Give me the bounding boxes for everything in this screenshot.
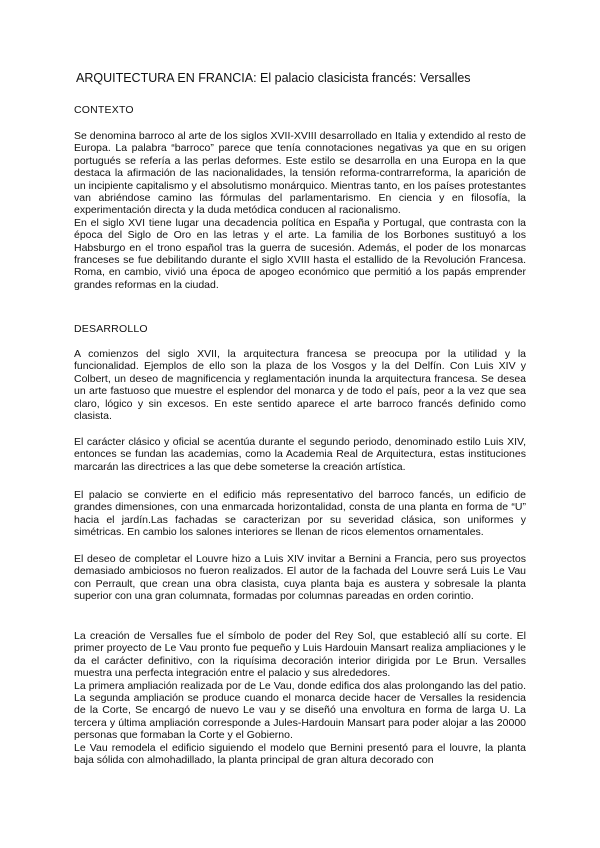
- paragraph: A comienzos del siglo XVII, la arquitectura francesa se preocupa por la utilidad y la funcionalidad. Ejemplos de ello son la plaza de los Vosgos y la del Delfín. Con Luis XIV y Colbert, un deseo de magnificencia y reglamentación inunda la arquitectura francesa. Se desea un arte fastuoso que muestre el esplendor del monarca y de todo el país, peor a la vez que sea claro, lógico y sin excesos. En este sentido aparece el arte barroco francés definido como clasista.: [74, 348, 526, 423]
- document-title: ARQUITECTURA EN FRANCIA: El palacio clasicista francés: Versalles: [76, 71, 471, 85]
- desarrollo-block-4: [74, 553, 526, 603]
- section-heading-desarrollo: DESARROLLO: [74, 323, 148, 335]
- paragraph: Le Vau remodela el edificio siguiendo el modelo que Bernini presentó para el louvre, la planta baja sólida con almohadillado, la planta principal de gran altura decorado con: [74, 741, 526, 767]
- paragraph: La primera ampliación realizada por de Le Vau, donde edifica dos alas prolongando las del patio. La segunda ampliación se produce cuando el monarca decide hacer de Versalles la residencia de la Corte, Se encargó de nuevo Le vau y se diseñó una envoltura en forma de larga U. La tercera y última ampliación corresponde a Jules-Hardouin Mansart para poder alojar a las 20000 personas que formaban la Corte y el Gobierno.: [74, 679, 526, 742]
- contexto-body: [74, 130, 526, 291]
- desarrollo-block-1: [74, 348, 526, 422]
- section-heading-contexto: CONTEXTO: [74, 104, 134, 116]
- paragraph: El palacio se convierte en el edificio más representativo del barroco fancés, un edificio de grandes dimensiones, con una enmarcada horizontalidad, consta de una planta en forma de “U” hacia el jardín.Las fachadas se caracterizan por su severidad clásica, son uniformes y simétricas. En cambio los salones interiores se llenan de ricos elementos ornamentales.: [74, 489, 526, 539]
- paragraph: En el siglo XVI tiene lugar una decadencia política en España y Portugal, que contrasta con la época del Siglo de Oro en las letras y el arte. La familia de los Borbones sustituyó a los Habsburgo en el trono español tras la guerra de sucesión. Además, el poder de los monarcas franceses se fue debilitando durante el siglo XVIII hasta el estallido de la Revolución Francesa. Roma, en cambio, vivió una época de apogeo económico que permitió a los papás emprender grandes reformas en la ciudad.: [74, 216, 526, 291]
- desarrollo-block-2: [74, 436, 526, 473]
- paragraph: El carácter clásico y oficial se acentúa durante el segundo periodo, denominado estilo Luis XIV, entonces se fundan las academias, como la Academia Real de Arquitectura, estas instituciones marcarán las directrices a las que debe someterse la creación artística.: [74, 436, 526, 473]
- desarrollo-block-5: [74, 630, 526, 766]
- paragraph: Se denomina barroco al arte de los siglos XVII-XVIII desarrollado en Italia y extendido al resto de Europa. La palabra “barroco” parece que tenía connotaciones negativas ya que en su origen portugués se refería a las perlas deformes. Este estilo se desarrolla en una Europa en la que destaca la afirmación de las nacionalidades, la tensión reforma-contrarreforma, la aparición de un incipiente capitalismo y el absolutismo monárquico. Mientras tanto, en los países protestantes van abriéndose camino las fórmulas del parlamentarismo. En ciencia y en filosofía, la experimentación directa y la duda metódica conducen al racionalismo.: [74, 130, 526, 217]
- paragraph: La creación de Versalles fue el símbolo de poder del Rey Sol, que estableció allí su corte. El primer proyecto de Le Vau pronto fue pequeño y Luis Hardouin Mansart realiza ampliaciones y le da el carácter definitivo, con la riquísima decoración interior dirigida por Le Brun. Versalles muestra una perfecta integración entre el palacio y sus alrededores.: [74, 630, 526, 680]
- desarrollo-block-3: [74, 489, 526, 539]
- paragraph: El deseo de completar el Louvre hizo a Luis XIV invitar a Bernini a Francia, pero sus proyectos demasiado ambiciosos no fueron realizados. El autor de la fachada del Louvre será Luis Le Vau con Perrault, que crean una obra clasista, cuya planta baja es austera y sobresale la planta superior con una gran columnata, formadas por columnas pareadas en orden corintio.: [74, 553, 526, 603]
